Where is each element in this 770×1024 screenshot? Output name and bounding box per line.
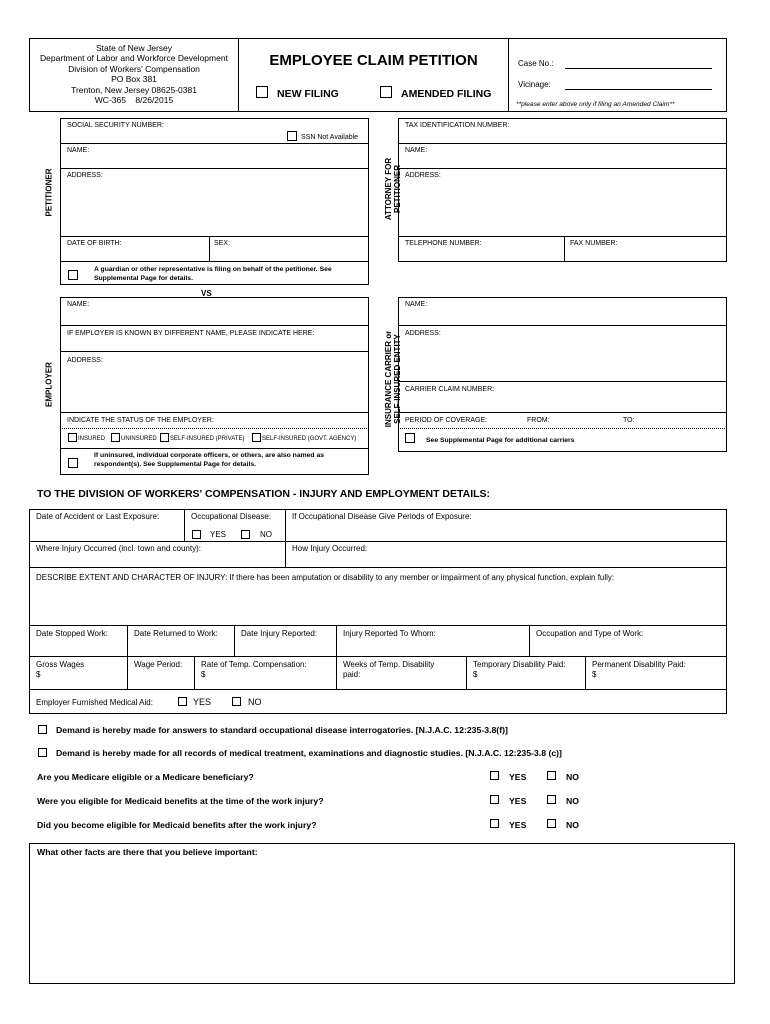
medicaid-at-injury-question: Were you eligible for Medicaid benefits at the time of the work injury? [37,796,324,806]
row-line [60,168,369,169]
carrier-name-label: NAME: [405,301,428,308]
row-line [398,412,727,413]
new-filing-label: NEW FILING [277,88,339,100]
uninsured-note: If uninsured, individual corporate officers, or others, are also named as respondent(s). See Supplemental Page for details. [94,452,325,468]
describe-label: DESCRIBE EXTENT AND CHARACTER OF INJURY: If there has been amputation or disability to any member or impairment of any physical function, explain fully: [36,573,615,582]
vicinage-field[interactable] [565,89,712,90]
additional-carriers-checkbox[interactable] [405,433,415,443]
cell-divider [529,625,530,656]
dotted-line [398,428,727,429]
carrier-side-line: SELF-INSURED ENTITY [393,334,402,424]
date-accident-label: Date of Accident or Last Exposure: [36,512,160,521]
cell-divider [585,656,586,689]
status-uninsured-label: UNINSURED [121,436,157,442]
medicare-question: Are you Medicare eligible or a Medicare beneficiary? [37,772,254,782]
rate-temp-dollar: $ [201,670,206,679]
medicaid-at-injury-no-label: NO [566,796,580,806]
agency-line: Division of Workers' Compensation [68,63,200,74]
row-line [60,236,369,237]
cell-divider [209,236,210,261]
injury-table [29,509,727,714]
temp-paid-dollar: $ [473,670,478,679]
guardian-checkbox[interactable] [68,270,78,280]
ssn-label: SOCIAL SECURITY NUMBER: [67,122,164,129]
employer-side-label: EMPLOYER [44,362,54,407]
medicaid-after-yes-label: YES [509,820,527,830]
row-line [398,381,727,382]
case-no-field[interactable] [565,68,712,69]
agency-block [30,43,238,105]
status-insured-checkbox[interactable] [68,433,77,442]
row-line [60,412,369,413]
date-stopped-label: Date Stopped Work: [36,629,108,638]
wage-period-label: Wage Period: [134,660,183,669]
attorney-address-label: ADDRESS: [405,172,441,179]
amended-filing-label: AMENDED FILING [401,88,492,100]
row-line [29,567,727,568]
demand-records-label: Demand is hereby made for all records of medical treatment, examinations and diagnostic studies. [N.J.A.C. 12:235-3.8 (c)] [56,748,562,758]
occ-disease-label: Occupational Disease: [191,512,272,521]
occ-disease-no-checkbox[interactable] [241,530,250,539]
other-facts-box[interactable] [29,843,735,984]
medicaid-at-injury-yes-checkbox[interactable] [490,795,499,804]
agency-line: Department of Labor and Workforce Development [40,53,228,64]
header-divider-left [238,38,239,112]
status-self-private-label: SELF-INSURED (PRIVATE) [170,436,245,442]
rate-temp-label: Rate of Temp. Compensation: [201,660,307,669]
employer-status-label: INDICATE THE STATUS OF THE EMPLOYER: [67,417,214,424]
cell-divider [564,236,565,262]
date-returned-label: Date Returned to Work: [134,629,218,638]
cell-divider [336,625,337,689]
sex-label: SEX: [214,240,230,247]
page-title: EMPLOYEE CLAIM PETITION [269,52,478,69]
row-line [60,448,369,449]
occ-disease-yes-label: YES [210,530,227,539]
status-uninsured-checkbox[interactable] [111,433,120,442]
tax-id-label: TAX IDENTIFICATION NUMBER: [405,122,510,129]
other-facts-label: What other facts are there that you believe important: [37,847,258,857]
occ-disease-yes-checkbox[interactable] [192,530,201,539]
row-line [29,689,727,690]
medical-aid-no-label: NO [248,697,262,707]
occ-disease-no-label: NO [260,530,272,539]
petitioner-side-label: PETITIONER [44,168,54,217]
dotted-line [60,428,369,429]
cell-divider [466,656,467,689]
agency-line: PO Box 381 [111,74,157,85]
carrier-claim-label: CARRIER CLAIM NUMBER: [405,386,495,393]
medicaid-at-injury-yes-label: YES [509,796,527,806]
demand-interrogatories-checkbox[interactable] [38,725,47,734]
medicaid-after-no-label: NO [566,820,580,830]
vs-label: VS [201,289,212,298]
period-from-label: FROM: [527,417,550,424]
carrier-side-line: INSURANCE CARRIER or [384,330,393,428]
ssn-not-available-label: SSN Not Available [301,134,359,141]
row-line [285,541,727,542]
medicare-yes-label: YES [509,772,527,782]
attorney-side-line: ATTORNEY FOR [384,157,393,221]
row-line [29,541,285,542]
header-divider-right [508,38,509,112]
attorney-side-line: PETITIONER [393,165,402,214]
cell-divider [194,656,195,689]
employer-address-label: ADDRESS: [67,357,103,364]
agency-line: Trenton, New Jersey 08625-0381 [71,84,197,95]
status-self-private-checkbox[interactable] [160,433,169,442]
medical-aid-label: Employer Furnished Medical Aid: [36,698,153,707]
employer-name-label: NAME: [67,301,90,308]
weeks-temp-label-2: paid: [343,670,361,679]
row-line [60,261,369,262]
form-number: WC-365 8/26/2015 [94,95,174,106]
dob-label: DATE OF BIRTH: [67,240,122,247]
row-line [398,168,727,169]
perm-paid-label: Permanent Disability Paid: [592,660,686,669]
medicare-no-checkbox[interactable] [547,771,556,780]
petitioner-address-label: ADDRESS: [67,172,103,179]
gross-wages-dollar: $ [36,670,41,679]
employer-other-name-label: IF EMPLOYER IS KNOWN BY DIFFERENT NAME, PLEASE INDICATE HERE: [67,330,315,337]
row-line [29,656,727,657]
uninsured-officers-checkbox[interactable] [68,458,78,468]
cell-divider [127,625,128,689]
how-label: How Injury Occurred: [292,544,368,553]
medicaid-at-injury-no-checkbox[interactable] [547,795,556,804]
medicare-yes-checkbox[interactable] [490,771,499,780]
row-line [398,325,727,326]
carrier-address-label: ADDRESS: [405,330,441,337]
petitioner-name-label: NAME: [67,147,90,154]
weeks-temp-label: Weeks of Temp. Disability [343,660,435,669]
period-label: PERIOD OF COVERAGE: [405,417,488,424]
medical-aid-yes-label: YES [193,697,212,707]
period-to-label: TO: [623,417,635,424]
amended-filing-checkbox[interactable] [380,86,392,98]
reported-to-label: Injury Reported To Whom: [343,629,436,638]
medical-aid-no-checkbox[interactable] [232,697,241,706]
medicaid-after-question: Did you become eligible for Medicaid benefits after the work injury? [37,820,317,830]
amended-note: **please enter above only if filing an Amended Claim** [516,101,675,108]
perm-paid-dollar: $ [592,670,597,679]
row-line [60,351,369,352]
temp-paid-label: Temporary Disability Paid: [473,660,566,669]
row-line [398,143,727,144]
status-self-govt-checkbox[interactable] [252,433,261,442]
cell-divider [285,509,286,567]
status-self-govt-label: SELF-INSURED (GOVT. AGENCY) [262,436,357,442]
row-line [29,625,727,626]
gross-wages-label: Gross Wages [36,660,85,669]
fax-label: FAX NUMBER: [570,240,618,247]
demand-interrogatories-label: Demand is hereby made for answers to standard occupational disease interrogatories. [N.J.A.C. 12:235-3.8(f)] [56,725,508,735]
medicaid-after-no-checkbox[interactable] [547,819,556,828]
medical-aid-yes-checkbox[interactable] [178,697,187,706]
attorney-name-label: NAME: [405,147,428,154]
medicaid-after-yes-checkbox[interactable] [490,819,499,828]
carrier-side-label [384,324,402,434]
row-line [60,143,369,144]
agency-line: State of New Jersey [95,43,173,53]
row-line [398,236,727,237]
vicinage-label: Vicinage: [518,80,551,89]
section-title: TO THE DIVISION OF WORKERS' COMPENSATION - INJURY AND EMPLOYMENT DETAILS: [37,488,491,500]
occupation-label: Occupation and Type of Work: [536,629,644,638]
guardian-note: A guardian or other representative is filing on behalf of the petitioner. See Supplemental Page for details. [94,266,332,282]
ssn-not-available-checkbox[interactable] [287,131,297,141]
new-filing-checkbox[interactable] [256,86,268,98]
where-label: Where Injury Occurred (incl. town and county): [36,544,201,553]
medicare-no-label: NO [566,772,580,782]
occ-periods-label: If Occupational Disease Give Periods of Exposure: [292,512,472,521]
case-no-label: Case No.: [518,59,554,68]
status-insured-label: INSURED [78,436,106,442]
demand-records-checkbox[interactable] [38,748,47,757]
telephone-label: TELEPHONE NUMBER: [405,240,482,247]
attorney-side-label [384,139,402,239]
row-line [60,325,369,326]
date-reported-label: Date Injury Reported: [241,629,318,638]
cell-divider [234,625,235,656]
additional-carriers-label: See Supplemental Page for additional carriers [426,437,575,444]
cell-divider [184,509,185,542]
